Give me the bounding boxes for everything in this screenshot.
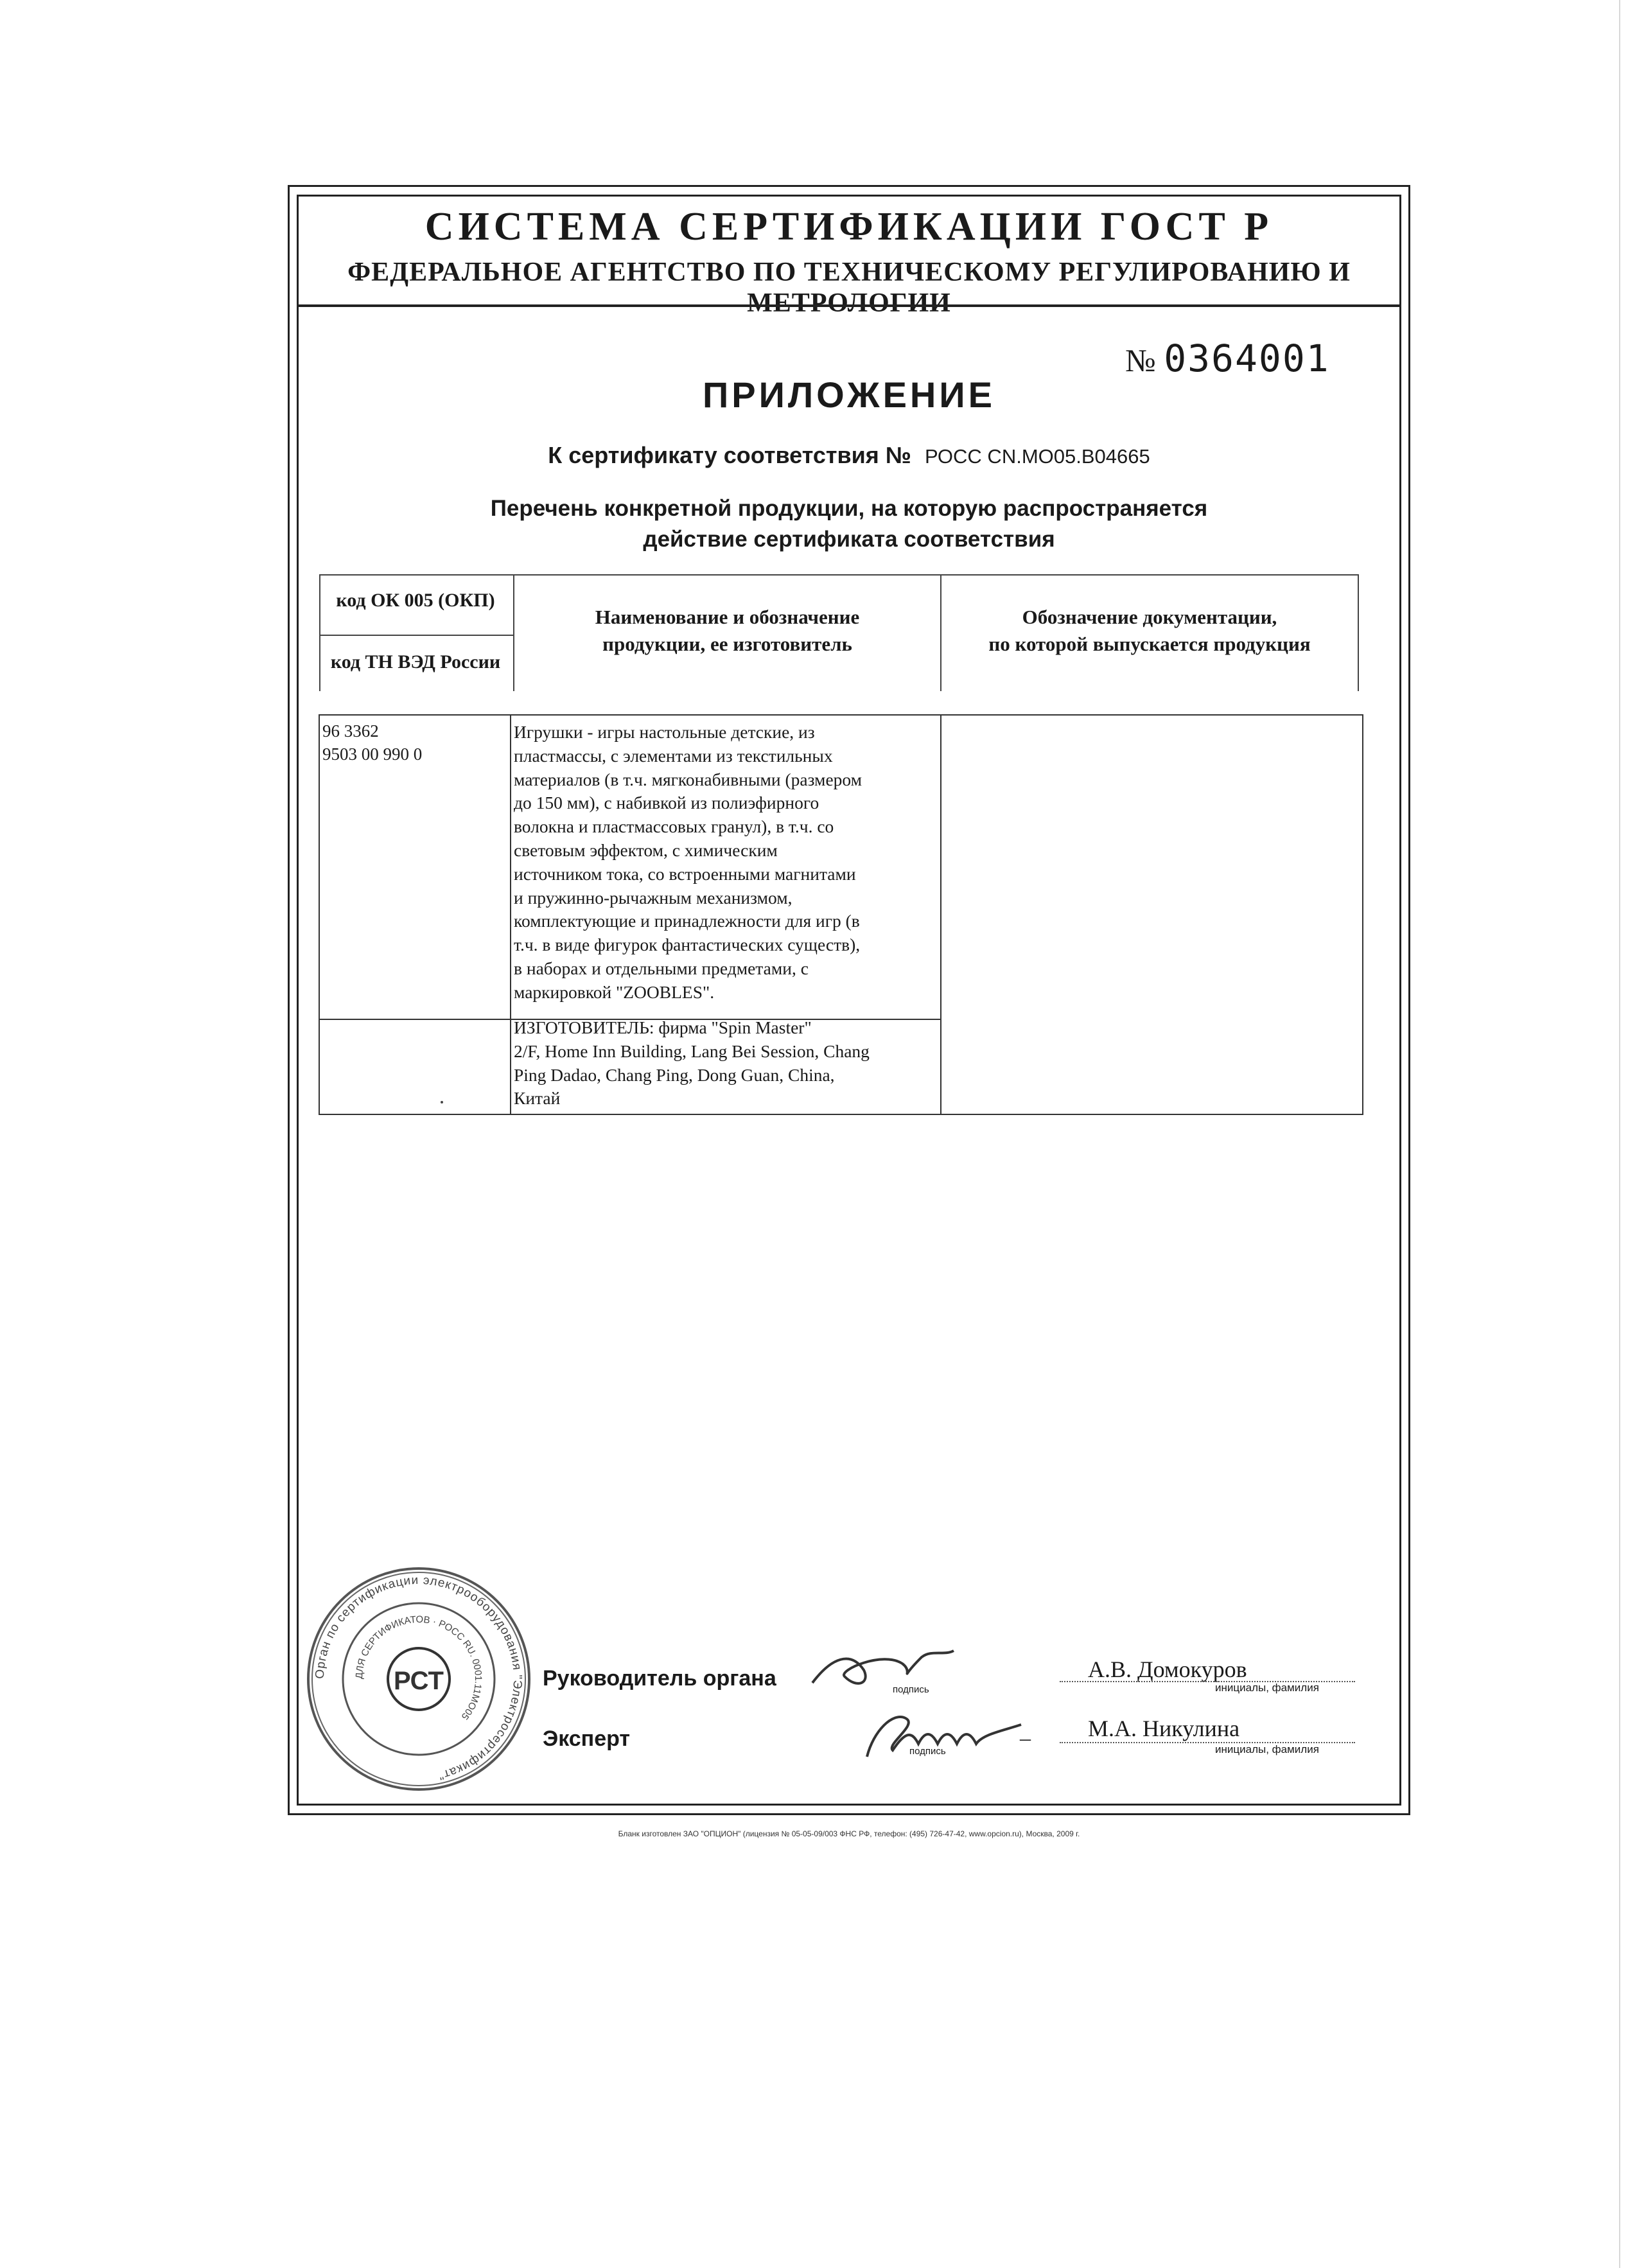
description-line: и пружинно-рычажным механизмом, <box>514 887 792 908</box>
product-description <box>514 721 938 1005</box>
manufacturer-line: ИЗГОТОВИТЕЛЬ: фирма "Spin Master" <box>514 1017 812 1037</box>
head-of-body-label: Руководитель органа <box>543 1666 776 1691</box>
appendix-title: ПРИЛОЖЕНИЕ <box>703 374 995 415</box>
manufacturer-line: Ping Dadao, Chang Ping, Dong Guan, China, <box>514 1064 835 1085</box>
header-documentation <box>941 604 1358 658</box>
certificate-reference-label: К сертификату соответствия № <box>548 442 911 468</box>
product-list-heading-line-1: Перечень конкретной продукции, на которую распространяется <box>490 496 1208 521</box>
description-line: комплектующие и принадлежности для игр (в <box>514 911 860 931</box>
header-product-name-line-2: продукции, ее изготовитель <box>602 633 852 655</box>
svg-text:ДЛЯ СЕРТИФИКАТОВ · РОСС RU. 00: ДЛЯ СЕРТИФИКАТОВ · РОСС RU. 0001.11МО05 <box>353 1613 484 1722</box>
header-documentation-line-2: по которой выпускается продукция <box>988 633 1311 655</box>
certificate-reference <box>297 442 1401 469</box>
manufacturer-info <box>514 1016 938 1111</box>
head-name: А.В. Домокуров <box>1088 1657 1247 1682</box>
printer-footnote: Бланк изготовлен ЗАО "ОПЦИОН" (лицензия № 05-05-09/003 ФНС РФ, телефон: (495) 726-47-42, www.opcion.ru), Москва, 2009 г. <box>618 1829 1080 1838</box>
head-signature-caption: подпись <box>893 1684 929 1695</box>
header-codes-divider <box>320 635 514 636</box>
okp-code-value: 96 3362 <box>322 721 379 741</box>
agency-title: ФЕДЕРАЛЬНОЕ АГЕНТСТВО ПО ТЕХНИЧЕСКОМУ РЕГУЛИРОВАНИЮ И МЕТРОЛОГИИ <box>347 258 1351 318</box>
description-line: до 150 мм), с набивкой из полиэфирного <box>514 793 819 813</box>
table-header <box>319 574 1359 691</box>
header-product-name <box>514 604 940 658</box>
product-list-heading-line-2: действие сертификата соответствия <box>643 527 1055 552</box>
expert-label: Эксперт <box>543 1727 631 1751</box>
header-cell-codes <box>319 576 513 691</box>
certification-system-title: СИСТЕМА СЕРТИФИКАЦИИ ГОСТ Р <box>425 205 1274 249</box>
certification-body-stamp-icon <box>303 1563 534 1795</box>
number-sign: № <box>1125 342 1156 378</box>
scan-dot <box>441 1101 443 1103</box>
header-product-name-line-1: Наименование и обозначение <box>595 606 860 628</box>
description-line: источником тока, со встроенными магнитами <box>514 863 856 884</box>
product-table-body <box>319 714 1363 1115</box>
description-line: волокна и пластмассовых гранул), в т.ч. со <box>514 816 834 837</box>
header-okp-code: код ОК 005 (ОКП) <box>336 590 495 611</box>
head-signature-icon <box>806 1644 960 1696</box>
description-line: Игрушки - игры настольные детские, из <box>514 722 815 742</box>
description-line: световым эффектом, с химическим <box>514 840 778 860</box>
description-line: пластмассы, с элементами из текстильных <box>514 745 833 766</box>
column-divider-1 <box>510 716 511 1114</box>
column-divider-2 <box>940 716 941 1114</box>
product-list-heading <box>297 493 1401 555</box>
header-tnved-code: код ТН ВЭД России <box>330 651 501 672</box>
expert-dash: – <box>1020 1727 1031 1750</box>
svg-text:РСТ: РСТ <box>393 1667 444 1695</box>
scan-page-edge <box>1619 0 1620 2268</box>
header-cell-name <box>513 576 940 691</box>
expert-signature-caption: подпись <box>909 1746 946 1757</box>
description-line: т.ч. в виде фигурок фантастических существ), <box>514 935 861 955</box>
certificate-number: РОСС CN.МО05.В04665 <box>924 445 1150 468</box>
manufacturer-line: Китай <box>514 1088 561 1109</box>
manufacturer-line: 2/F, Home Inn Building, Lang Bei Session, Chang <box>514 1041 870 1061</box>
expert-name-caption: инициалы, фамилия <box>1215 1743 1319 1755</box>
product-codes <box>322 719 422 766</box>
head-name-caption: инициалы, фамилия <box>1215 1682 1319 1694</box>
header-cell-documentation <box>940 576 1359 691</box>
description-line: материалов (в т.ч. мягконабивными (размером <box>514 769 862 789</box>
svg-text:Орган по сертификации электроо: Орган по сертификации электрооборудования "Электросертификат" <box>313 1573 525 1782</box>
expert-name: М.А. Никулина <box>1088 1716 1240 1741</box>
description-line: в наборах и отдельными предметами, с <box>514 958 809 978</box>
description-line: маркировкой "ZOOBLES". <box>514 981 715 1002</box>
tnved-code-value: 9503 00 990 0 <box>322 744 423 764</box>
form-number-value: 0364001 <box>1164 337 1330 380</box>
header-divider <box>297 304 1401 307</box>
header-documentation-line-1: Обозначение документации, <box>1022 606 1277 628</box>
